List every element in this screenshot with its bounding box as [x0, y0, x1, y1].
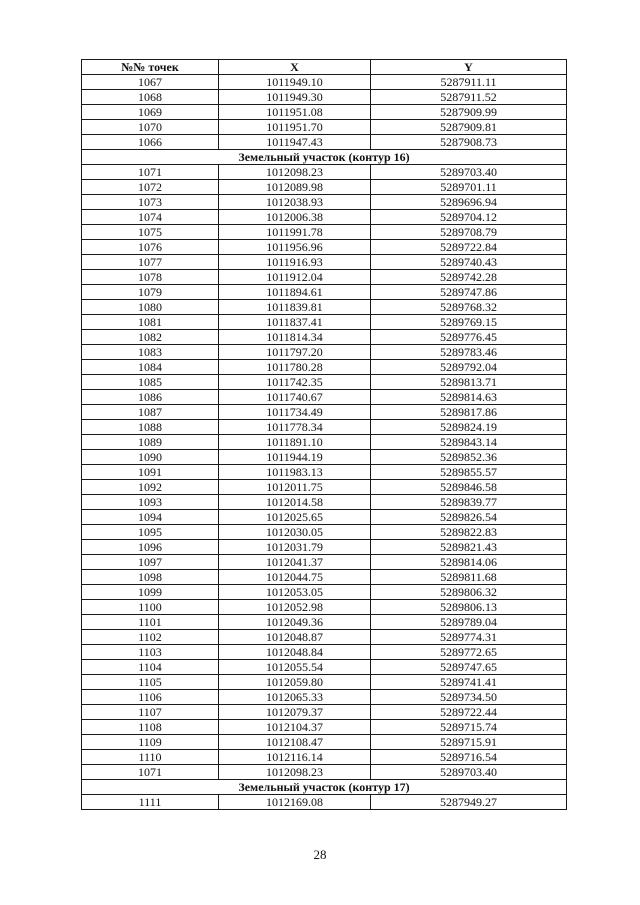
- point-number-cell: 1093: [82, 495, 219, 510]
- x-coordinate-cell: 1012108.47: [219, 735, 371, 750]
- point-number-cell: 1108: [82, 720, 219, 735]
- table-row: [82, 315, 567, 330]
- x-coordinate-cell: 1011797.20: [219, 345, 371, 360]
- x-coordinate-cell: 1012065.33: [219, 690, 371, 705]
- header-point-number: №№ точек: [82, 60, 219, 75]
- y-coordinate-cell: 5289824.19: [371, 420, 567, 435]
- table-row: [82, 120, 567, 135]
- x-coordinate-cell: 1012044.75: [219, 570, 371, 585]
- point-number-cell: 1091: [82, 465, 219, 480]
- x-coordinate-cell: 1011814.34: [219, 330, 371, 345]
- x-coordinate-cell: 1012038.93: [219, 195, 371, 210]
- y-coordinate-cell: 5289789.04: [371, 615, 567, 630]
- table-row: [82, 795, 567, 810]
- x-coordinate-cell: 1012055.54: [219, 660, 371, 675]
- y-coordinate-cell: 5289741.41: [371, 675, 567, 690]
- y-coordinate-cell: 5289846.58: [371, 480, 567, 495]
- table-row: [82, 675, 567, 690]
- table-row: [82, 450, 567, 465]
- point-number-cell: 1067: [82, 75, 219, 90]
- point-number-cell: 1088: [82, 420, 219, 435]
- point-number-cell: 1074: [82, 210, 219, 225]
- y-coordinate-cell: 5289817.86: [371, 405, 567, 420]
- point-number-cell: 1102: [82, 630, 219, 645]
- point-number-cell: 1094: [82, 510, 219, 525]
- table-row: [82, 300, 567, 315]
- y-coordinate-cell: 5287949.27: [371, 795, 567, 810]
- y-coordinate-cell: 5289839.77: [371, 495, 567, 510]
- y-coordinate-cell: 5289715.91: [371, 735, 567, 750]
- x-coordinate-cell: 1011949.10: [219, 75, 371, 90]
- x-coordinate-cell: 1012041.37: [219, 555, 371, 570]
- header-x: X: [219, 60, 371, 75]
- table-row: [82, 345, 567, 360]
- y-coordinate-cell: 5287909.99: [371, 105, 567, 120]
- x-coordinate-cell: 1011912.04: [219, 270, 371, 285]
- y-coordinate-cell: 5287911.11: [371, 75, 567, 90]
- y-coordinate-cell: 5289826.54: [371, 510, 567, 525]
- x-coordinate-cell: 1012030.05: [219, 525, 371, 540]
- x-coordinate-cell: 1011894.61: [219, 285, 371, 300]
- y-coordinate-cell: 5289696.94: [371, 195, 567, 210]
- point-number-cell: 1096: [82, 540, 219, 555]
- table-row: [82, 600, 567, 615]
- y-coordinate-cell: 5289822.83: [371, 525, 567, 540]
- point-number-cell: 1089: [82, 435, 219, 450]
- point-number-cell: 1071: [82, 765, 219, 780]
- section-row: [82, 780, 567, 795]
- table-row: [82, 645, 567, 660]
- point-number-cell: 1110: [82, 750, 219, 765]
- y-coordinate-cell: 5289814.63: [371, 390, 567, 405]
- x-coordinate-cell: 1011839.81: [219, 300, 371, 315]
- point-number-cell: 1086: [82, 390, 219, 405]
- table-row: [82, 360, 567, 375]
- point-number-cell: 1081: [82, 315, 219, 330]
- table-row: [82, 165, 567, 180]
- x-coordinate-cell: 1011983.13: [219, 465, 371, 480]
- point-number-cell: 1097: [82, 555, 219, 570]
- y-coordinate-cell: 5289813.71: [371, 375, 567, 390]
- table-row: [82, 690, 567, 705]
- y-coordinate-cell: 5289734.50: [371, 690, 567, 705]
- table-row: [82, 510, 567, 525]
- table-row: [82, 255, 567, 270]
- y-coordinate-cell: 5289704.12: [371, 210, 567, 225]
- table-row: [82, 330, 567, 345]
- x-coordinate-cell: 1011951.70: [219, 120, 371, 135]
- table-row: [82, 555, 567, 570]
- point-number-cell: 1076: [82, 240, 219, 255]
- x-coordinate-cell: 1011944.19: [219, 450, 371, 465]
- table-row: [82, 540, 567, 555]
- y-coordinate-cell: 5289747.86: [371, 285, 567, 300]
- x-coordinate-cell: 1012049.36: [219, 615, 371, 630]
- table-header-row: [82, 60, 567, 75]
- table-row: [82, 720, 567, 735]
- y-coordinate-cell: 5289811.68: [371, 570, 567, 585]
- y-coordinate-cell: 5289774.31: [371, 630, 567, 645]
- x-coordinate-cell: 1012098.23: [219, 765, 371, 780]
- point-number-cell: 1090: [82, 450, 219, 465]
- y-coordinate-cell: 5289722.44: [371, 705, 567, 720]
- point-number-cell: 1072: [82, 180, 219, 195]
- table-row: [82, 480, 567, 495]
- y-coordinate-cell: 5289701.11: [371, 180, 567, 195]
- x-coordinate-cell: 1012014.58: [219, 495, 371, 510]
- point-number-cell: 1095: [82, 525, 219, 540]
- point-number-cell: 1087: [82, 405, 219, 420]
- table-row: [82, 570, 567, 585]
- x-coordinate-cell: 1012169.08: [219, 795, 371, 810]
- y-coordinate-cell: 5289806.13: [371, 600, 567, 615]
- x-coordinate-cell: 1011742.35: [219, 375, 371, 390]
- point-number-cell: 1106: [82, 690, 219, 705]
- point-number-cell: 1069: [82, 105, 219, 120]
- x-coordinate-cell: 1012006.38: [219, 210, 371, 225]
- table-row: [82, 750, 567, 765]
- y-coordinate-cell: 5289852.36: [371, 450, 567, 465]
- table-row: [82, 585, 567, 600]
- point-number-cell: 1082: [82, 330, 219, 345]
- y-coordinate-cell: 5289715.74: [371, 720, 567, 735]
- y-coordinate-cell: 5287908.73: [371, 135, 567, 150]
- table-row: [82, 615, 567, 630]
- x-coordinate-cell: 1011780.28: [219, 360, 371, 375]
- point-number-cell: 1107: [82, 705, 219, 720]
- point-number-cell: 1078: [82, 270, 219, 285]
- x-coordinate-cell: 1012048.87: [219, 630, 371, 645]
- table-row: [82, 495, 567, 510]
- point-number-cell: 1109: [82, 735, 219, 750]
- table-row: [82, 630, 567, 645]
- point-number-cell: 1079: [82, 285, 219, 300]
- table-row: [82, 270, 567, 285]
- x-coordinate-cell: 1012048.84: [219, 645, 371, 660]
- table-row: [82, 105, 567, 120]
- point-number-cell: 1070: [82, 120, 219, 135]
- table-row: [82, 90, 567, 105]
- x-coordinate-cell: 1011740.67: [219, 390, 371, 405]
- section-title: Земельный участок (контур 17): [82, 780, 567, 795]
- table-row: [82, 180, 567, 195]
- x-coordinate-cell: 1011991.78: [219, 225, 371, 240]
- x-coordinate-cell: 1012116.14: [219, 750, 371, 765]
- point-number-cell: 1068: [82, 90, 219, 105]
- point-number-cell: 1080: [82, 300, 219, 315]
- x-coordinate-cell: 1012053.05: [219, 585, 371, 600]
- x-coordinate-cell: 1011951.08: [219, 105, 371, 120]
- table-row: [82, 210, 567, 225]
- y-coordinate-cell: 5289716.54: [371, 750, 567, 765]
- y-coordinate-cell: 5289814.06: [371, 555, 567, 570]
- y-coordinate-cell: 5289742.28: [371, 270, 567, 285]
- point-number-cell: 1077: [82, 255, 219, 270]
- table-row: [82, 195, 567, 210]
- x-coordinate-cell: 1012031.79: [219, 540, 371, 555]
- point-number-cell: 1071: [82, 165, 219, 180]
- point-number-cell: 1073: [82, 195, 219, 210]
- point-number-cell: 1083: [82, 345, 219, 360]
- point-number-cell: 1101: [82, 615, 219, 630]
- x-coordinate-cell: 1012011.75: [219, 480, 371, 495]
- x-coordinate-cell: 1011837.41: [219, 315, 371, 330]
- header-y: Y: [371, 60, 567, 75]
- table-row: [82, 375, 567, 390]
- point-number-cell: 1103: [82, 645, 219, 660]
- x-coordinate-cell: 1012104.37: [219, 720, 371, 735]
- table-row: [82, 660, 567, 675]
- point-number-cell: 1092: [82, 480, 219, 495]
- point-number-cell: 1111: [82, 795, 219, 810]
- x-coordinate-cell: 1011778.34: [219, 420, 371, 435]
- x-coordinate-cell: 1012079.37: [219, 705, 371, 720]
- y-coordinate-cell: 5289740.43: [371, 255, 567, 270]
- point-number-cell: 1085: [82, 375, 219, 390]
- point-number-cell: 1099: [82, 585, 219, 600]
- y-coordinate-cell: 5289768.32: [371, 300, 567, 315]
- x-coordinate-cell: 1012059.80: [219, 675, 371, 690]
- x-coordinate-cell: 1011949.30: [219, 90, 371, 105]
- table-row: [82, 420, 567, 435]
- page-number: 28: [313, 847, 327, 862]
- y-coordinate-cell: 5289703.40: [371, 765, 567, 780]
- y-coordinate-cell: 5289821.43: [371, 540, 567, 555]
- table-row: [82, 285, 567, 300]
- table-row: [82, 465, 567, 480]
- y-coordinate-cell: 5289843.14: [371, 435, 567, 450]
- point-number-cell: 1105: [82, 675, 219, 690]
- x-coordinate-cell: 1012098.23: [219, 165, 371, 180]
- section-row: [82, 150, 567, 165]
- x-coordinate-cell: 1011916.93: [219, 255, 371, 270]
- table-row: [82, 765, 567, 780]
- section-title: Земельный участок (контур 16): [82, 150, 567, 165]
- x-coordinate-cell: 1011947.43: [219, 135, 371, 150]
- y-coordinate-cell: 5289806.32: [371, 585, 567, 600]
- point-number-cell: 1100: [82, 600, 219, 615]
- table-row: [82, 135, 567, 150]
- table-row: [82, 705, 567, 720]
- x-coordinate-cell: 1011734.49: [219, 405, 371, 420]
- y-coordinate-cell: 5289747.65: [371, 660, 567, 675]
- point-number-cell: 1066: [82, 135, 219, 150]
- table-row: [82, 225, 567, 240]
- point-number-cell: 1098: [82, 570, 219, 585]
- y-coordinate-cell: 5287909.81: [371, 120, 567, 135]
- point-number-cell: 1084: [82, 360, 219, 375]
- table-row: [82, 75, 567, 90]
- table-row: [82, 525, 567, 540]
- y-coordinate-cell: 5289772.65: [371, 645, 567, 660]
- x-coordinate-cell: 1012089.98: [219, 180, 371, 195]
- x-coordinate-cell: 1011891.10: [219, 435, 371, 450]
- x-coordinate-cell: 1012025.65: [219, 510, 371, 525]
- table-row: [82, 435, 567, 450]
- y-coordinate-cell: 5289855.57: [371, 465, 567, 480]
- table-row: [82, 735, 567, 750]
- x-coordinate-cell: 1011956.96: [219, 240, 371, 255]
- table-row: [82, 405, 567, 420]
- y-coordinate-cell: 5289722.84: [371, 240, 567, 255]
- y-coordinate-cell: 5289708.79: [371, 225, 567, 240]
- y-coordinate-cell: 5289792.04: [371, 360, 567, 375]
- point-number-cell: 1104: [82, 660, 219, 675]
- table-row: [82, 390, 567, 405]
- y-coordinate-cell: 5289776.45: [371, 330, 567, 345]
- y-coordinate-cell: 5289783.46: [371, 345, 567, 360]
- y-coordinate-cell: 5287911.52: [371, 90, 567, 105]
- coordinates-table: [81, 59, 567, 810]
- y-coordinate-cell: 5289769.15: [371, 315, 567, 330]
- y-coordinate-cell: 5289703.40: [371, 165, 567, 180]
- table-row: [82, 240, 567, 255]
- x-coordinate-cell: 1012052.98: [219, 600, 371, 615]
- point-number-cell: 1075: [82, 225, 219, 240]
